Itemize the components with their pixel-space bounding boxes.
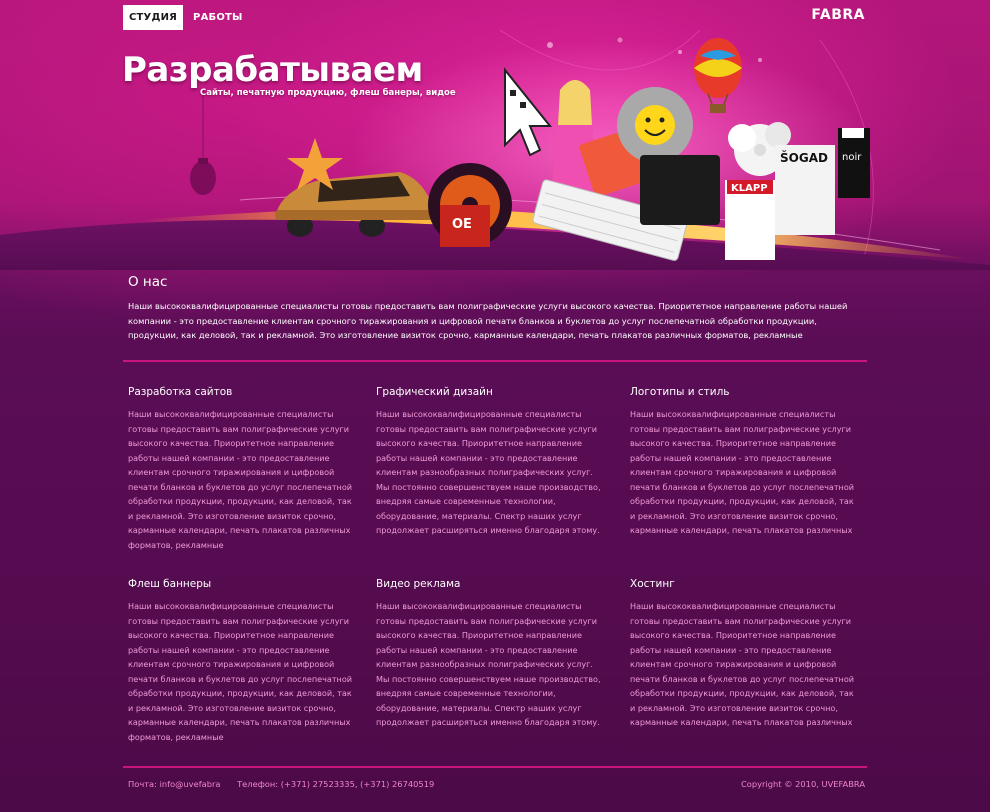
service-graphic-design	[376, 386, 606, 538]
service-title: Хостинг	[630, 578, 675, 590]
svg-text:KLAPP: KLAPP	[731, 183, 768, 194]
service-text: Наши высококвалифицированные специалисты готовы предоставить вам полиграфические услуги высокого качества. Приоритетное направление работы нашей компании - это предоставление клиентам срочного тиражирования и цифровой печати бланков и буклетов до услуг послепечатной обработки продукции, продукции, как деловой, так и рекламной. Это изготовление визиток срочно, карманные календари, печать плакатов различных форматов, рекламные	[128, 601, 353, 742]
service-flash-banners	[128, 578, 358, 744]
svg-text:OE: OE	[452, 217, 472, 232]
svg-text:ŠOGAD: ŠOGAD	[780, 151, 828, 165]
divider	[123, 360, 867, 362]
svg-text:noir: noir	[842, 152, 862, 163]
service-text: Наши высококвалифицированные специалисты готовы предоставить вам полиграфические услуги высокого качества. Приоритетное направление работы нашей компании - это предоставление клиентам разнообразных полиграфических услуг. Мы постоянно совершенствуем наше производство, внедряя самые современные технологии, оборудование, материалы. Спектр наших услуг продолжает расширяться именно благодаря этому.	[376, 601, 601, 727]
divider	[123, 766, 867, 768]
nav-item-works[interactable]: РАБОТЫ	[193, 12, 243, 23]
camera-icon	[640, 155, 720, 225]
service-video-ads	[376, 578, 606, 730]
nav-item-studio[interactable]: СТУДИЯ	[123, 5, 183, 30]
about-section	[128, 274, 863, 343]
top-nav	[123, 5, 249, 30]
service-title: Флеш баннеры	[128, 578, 212, 590]
service-title: Графический дизайн	[376, 386, 493, 398]
hero-title: Разрабатываем	[122, 50, 423, 90]
lightbulb-icon	[190, 90, 216, 195]
hero-banner	[0, 30, 990, 270]
service-hosting	[630, 578, 860, 730]
magazine-noir	[838, 128, 870, 198]
service-text: Наши высококвалифицированные специалисты готовы предоставить вам полиграфические услуги высокого качества. Приоритетное направление работы нашей компании - это предоставление клиентам разнообразных полиграфических услуг. Мы постоянно совершенствуем наше производство, внедряя самые современные технологии, оборудование, материалы. Спектр наших услуг продолжает расширяться именно благодаря этому.	[376, 409, 601, 535]
service-text: Наши высококвалифицированные специалисты готовы предоставить вам полиграфические услуги высокого качества. Приоритетное направление работы нашей компании - это предоставление клиентам срочного тиражирования и цифровой печати бланков и буклетов до услуг послепечатной обработки продукции, продукции, как деловой, так и рекламной. Это изготовление визиток срочно, карманные календари, печать плакатов различных	[630, 601, 855, 727]
service-text: Наши высококвалифицированные специалисты готовы предоставить вам полиграфические услуги высокого качества. Приоритетное направление работы нашей компании - это предоставление клиентам срочного тиражирования и цифровой печати бланков и буклетов до услуг послепечатной обработки продукции, продукции, как деловой, так и рекламной. Это изготовление визиток срочно, карманные календари, печать плакатов различных форматов, рекламные	[128, 409, 353, 550]
footer-email[interactable]: Почта: info@uvefabra	[128, 779, 221, 789]
service-title: Логотипы и стиль	[630, 386, 730, 398]
about-text: Наши высококвалифицированные специалисты готовы предоставить вам полиграфические услуги высокого качества. Приоритетное направление работы нашей компании - это предоставление клиентам срочного тиражирования и цифровой печати бланков и буклетов до услуг послепечатной обработки продукции, продукции, как деловой, так и рекламной. Это изготовление визиток срочно, карманные календари, печать плакатов различных форматов, рекламные	[128, 301, 848, 341]
footer-contacts	[128, 779, 434, 789]
service-text: Наши высококвалифицированные специалисты готовы предоставить вам полиграфические услуги высокого качества. Приоритетное направление работы нашей компании - это предоставление клиентам срочного тиражирования и цифровой печати бланков и буклетов до услуг послепечатной обработки продукции, продукции, как деловой, так и рекламной. Это изготовление визиток срочно, карманные календари, печать плакатов различных	[630, 409, 855, 535]
service-title: Видео реклама	[376, 578, 461, 590]
about-heading: О нас	[128, 274, 168, 290]
footer-phone: Телефон: (+371) 27523335, (+371) 26740519	[237, 779, 435, 789]
footer-copyright: Copyright © 2010, UVEFABRA	[741, 779, 865, 789]
service-title: Разработка сайтов	[128, 386, 233, 398]
brand-logo[interactable]: FABRA	[811, 7, 865, 23]
service-web-development	[128, 386, 358, 552]
service-logos	[630, 386, 860, 538]
hero-subtitle: Сайты, печатную продукцию, флеш банеры, видое	[200, 88, 456, 98]
smiley-icon	[635, 105, 675, 145]
